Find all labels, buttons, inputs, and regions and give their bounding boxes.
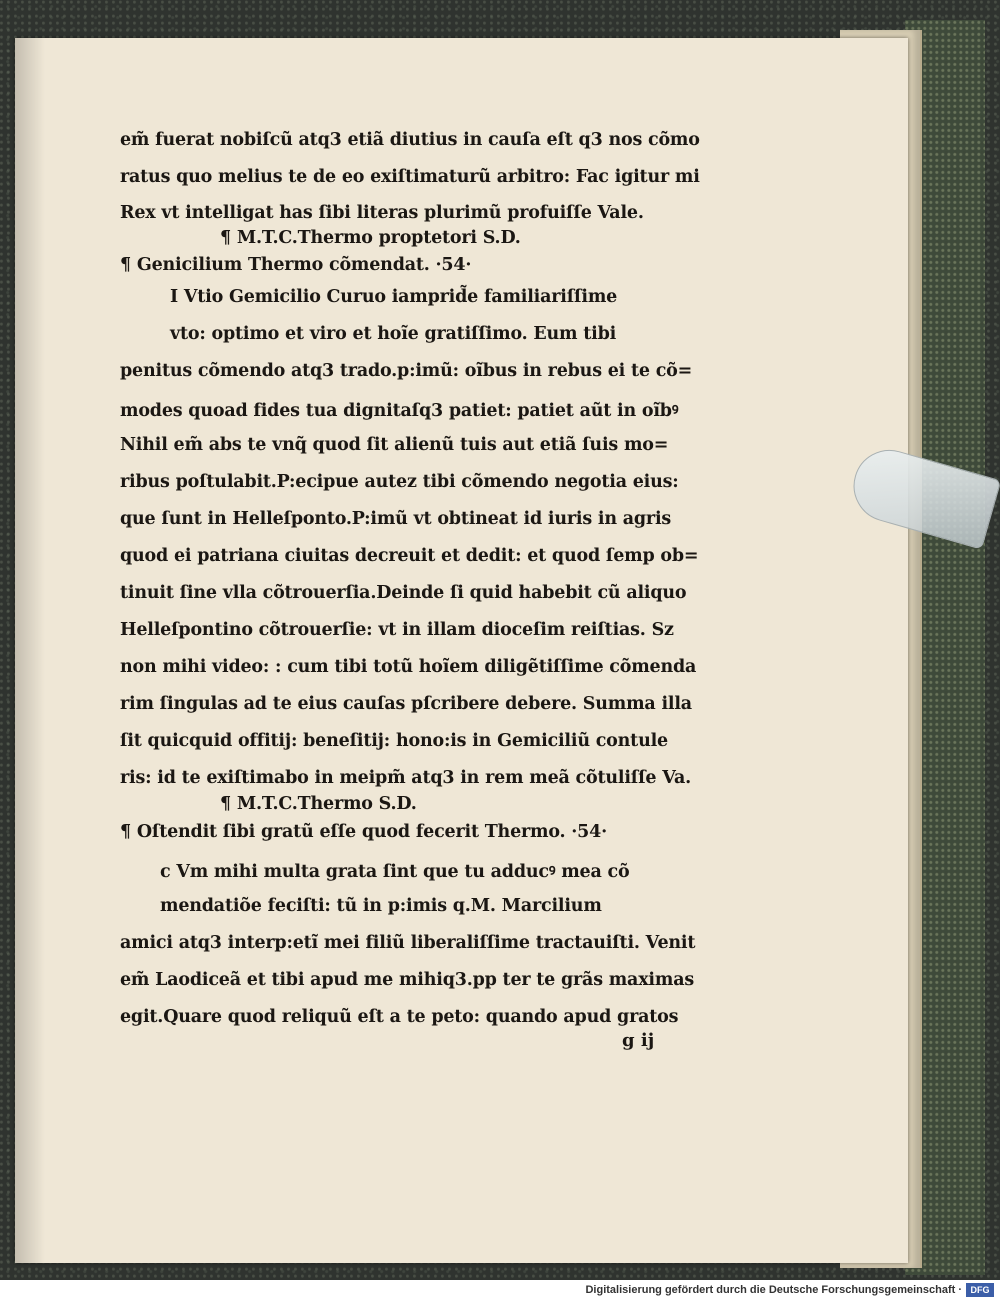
text-line: que ſunt in Helleſponto.P:imũ vt obtineat id iuris in agris — [120, 509, 672, 529]
text-line: ſit quicquid offitij: beneſitij: hono:is in Gemiciliũ contule — [120, 731, 668, 751]
page-gutter-shadow — [15, 38, 45, 1263]
text-line: ribus poſtulabit.P:ecipue autez tibi cõmendo negotia eius: — [120, 472, 679, 492]
text-line: quod ei patriana ciuitas decreuit et dedit: et quod ſemp ob= — [120, 546, 699, 566]
letter-summary: ¶ Genicilium Thermo cõmendat. ·54· — [120, 255, 472, 275]
text-line: mendatiõe feciſti: tũ in p:imis q.M. Marcilium — [160, 896, 602, 916]
text-line: ris: id te exiſtimabo in meipm̃ atq3 in rem meã cõtuliſſe Va. — [120, 768, 692, 788]
text-line: tinuit ſine vlla cõtrouerſia.Deinde ſi quid habebit cũ aliquo — [120, 583, 687, 603]
dfg-logo: DFG — [966, 1283, 994, 1297]
text-line: rim ſingulas ad te eius cauſas pſcribere debere. Summa illa — [120, 694, 692, 714]
text-line: modes quoad fides tua dignitaſq3 patiet: patiet aũt in oĩbꝰ — [120, 401, 679, 421]
text-line-initial: c Vm mihi multa grata ſint que tu adducꝰ mea cõ — [160, 862, 630, 882]
text-line: Rex vt intelligat has ſibi literas plurimũ profuiſſe Vale. — [120, 203, 644, 223]
text-line: amici atq3 interp:etĩ mei filiũ liberaliſſime tractauiſti. Venit — [120, 933, 696, 953]
letter-heading: ¶ M.T.C.Thermo S.D. — [220, 794, 417, 814]
text-line: vto: optimo et viro et hoĩe gratiſſimo. Eum tibi — [170, 324, 617, 344]
letter-summary: ¶ Oſtendit ſibi gratũ eſſe quod fecerit Thermo. ·54· — [120, 822, 608, 842]
text-line: non mihi video: : cum tibi totũ hoĩem diligẽtiſſime cõmenda — [120, 657, 697, 677]
text-line: em̃ fuerat nobiſcũ atq3 etiã diutius in cauſa eſt q3 nos cõmo — [120, 130, 700, 150]
text-line: em̃ Laodiceã et tibi apud me mihiq3.pp ter te grãs maximas — [120, 970, 694, 990]
text-line: penitus cõmendo atq3 trado.p:imũ: oĩbus in rebus ei te cõ= — [120, 361, 693, 381]
text-line: Helleſpontino cõtrouerſie: vt in illam dioceſim reiſtias. Sz — [120, 620, 674, 640]
text-line: ratus quo melius te de eo exiſtimaturũ arbitro: Fac igitur mi — [120, 167, 700, 187]
signature-mark: g ij — [622, 1030, 655, 1051]
text-line: egit.Quare quod reliquũ eſt a te peto: quando apud gratos — [120, 1007, 679, 1027]
text-line: Nihil em̃ abs te vnq̃ quod ſit alienũ tuis aut etiã ſuis mo= — [120, 435, 669, 455]
text-line-initial: I Vtio Gemicilio Curuo iamprid̃e familiariſſime — [170, 287, 618, 307]
letter-heading: ¶ M.T.C.Thermo proptetori S.D. — [220, 228, 521, 248]
funding-credit: Digitalisierung gefördert durch die Deutsche Forschungsgemeinschaft · — [585, 1284, 962, 1296]
